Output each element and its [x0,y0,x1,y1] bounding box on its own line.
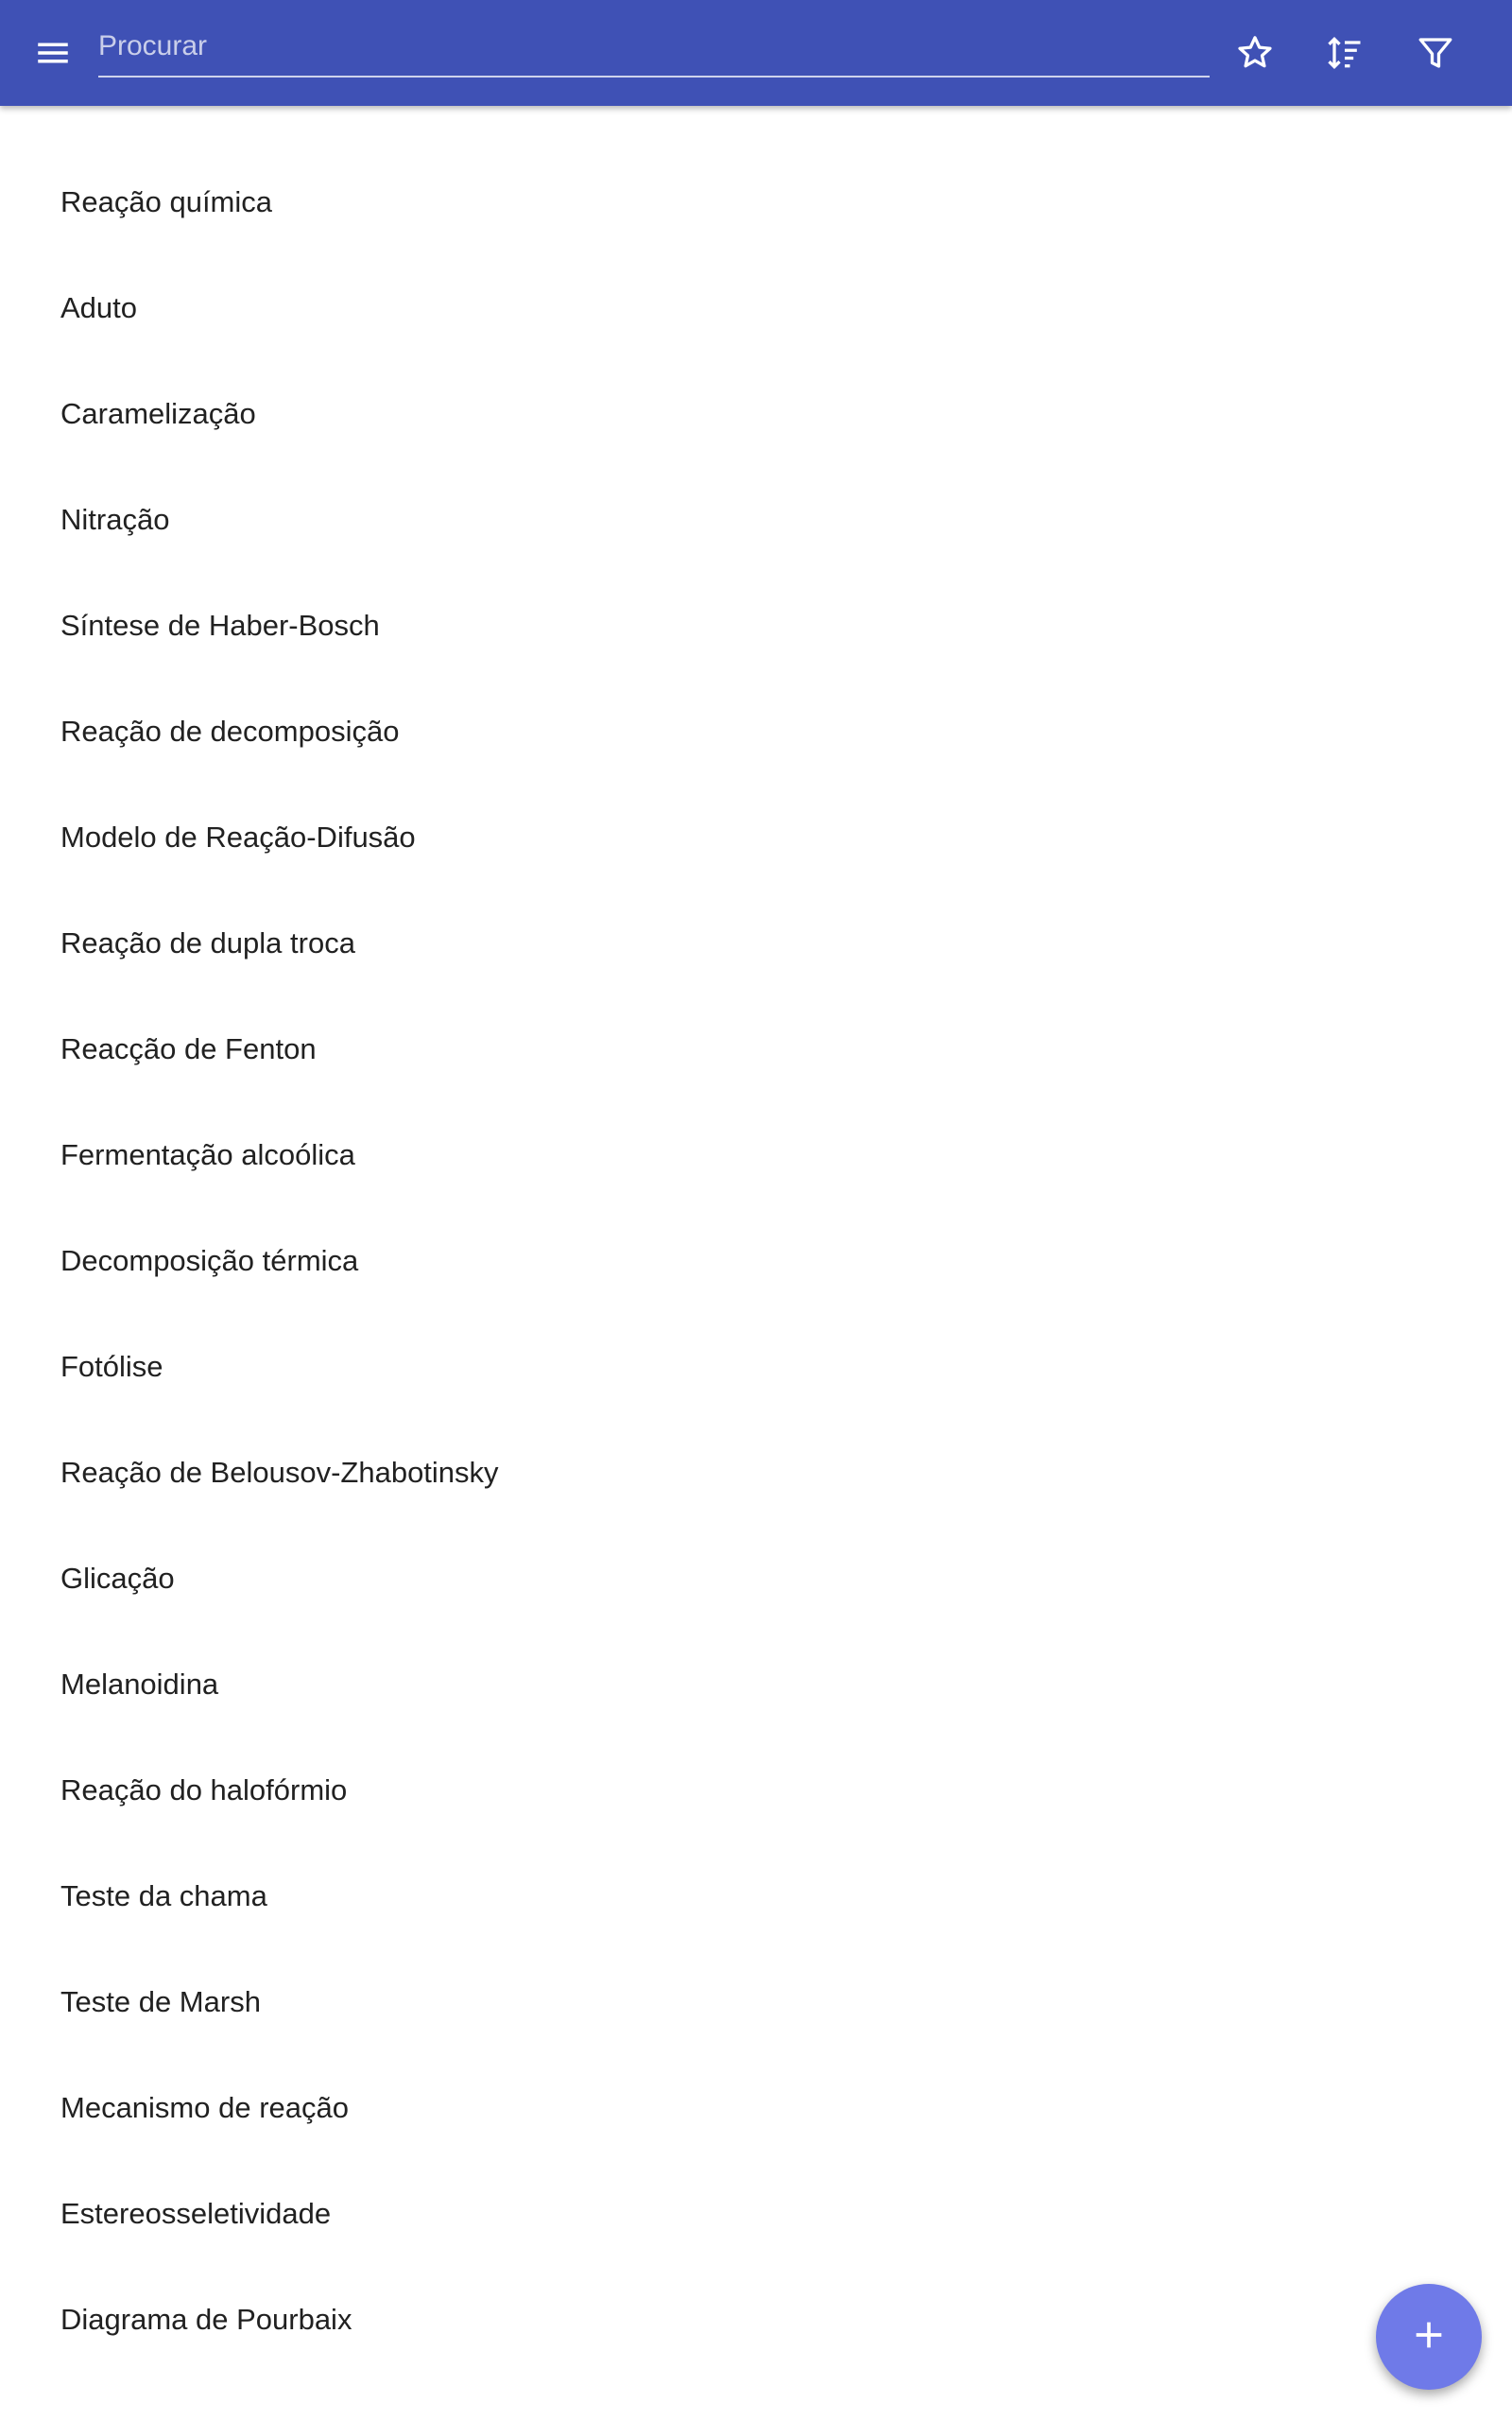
list-item[interactable]: Reação de dupla troca [60,926,355,959]
list-item[interactable]: Melanoidina [60,1668,219,1701]
menu-button[interactable] [15,15,91,91]
list-item[interactable]: Caramelização [60,397,256,430]
list-item[interactable]: Nitração [60,503,170,536]
list-item[interactable]: Reação de Belousov-Zhabotinsky [60,1456,499,1489]
list-item[interactable]: Reação de decomposição [60,715,400,748]
list-item[interactable]: Decomposição térmica [60,1244,359,1277]
list-item[interactable]: Glicação [60,1562,175,1595]
list-item[interactable]: Teste de Marsh [60,1985,261,2018]
list-item[interactable]: Estereosseletividade [60,2197,332,2230]
list-item[interactable]: Síntese de Haber-Bosch [60,609,380,642]
filter-button[interactable] [1398,15,1473,91]
list-item[interactable]: Fotólise [60,1350,163,1383]
list-item[interactable]: Modelo de Reação-Difusão [60,821,416,854]
add-button[interactable] [1376,2284,1482,2390]
sort-icon [1324,32,1366,74]
results-list [0,149,1512,2373]
list-item[interactable]: Aduto [60,291,138,324]
filter-icon [1416,33,1455,73]
star-outline-icon [1234,32,1276,74]
plus-icon [1410,2316,1448,2359]
list-item[interactable]: Reação do halofórmio [60,1773,348,1806]
list-item[interactable]: Mecanismo de reação [60,2091,349,2124]
sort-button[interactable] [1307,15,1383,91]
list-item[interactable]: Diagrama de Pourbaix [60,2303,352,2336]
list-item[interactable]: Reacção de Fenton [60,1032,317,1065]
search-field [98,21,1210,78]
list-item[interactable]: Reação química [60,185,273,218]
menu-icon [33,33,73,73]
list-item[interactable]: Fermentação alcoólica [60,1138,355,1171]
app-bar [0,0,1512,106]
search-input[interactable] [98,21,1210,72]
favorites-button[interactable] [1217,15,1293,91]
list-item[interactable]: Teste da chama [60,1879,267,1912]
